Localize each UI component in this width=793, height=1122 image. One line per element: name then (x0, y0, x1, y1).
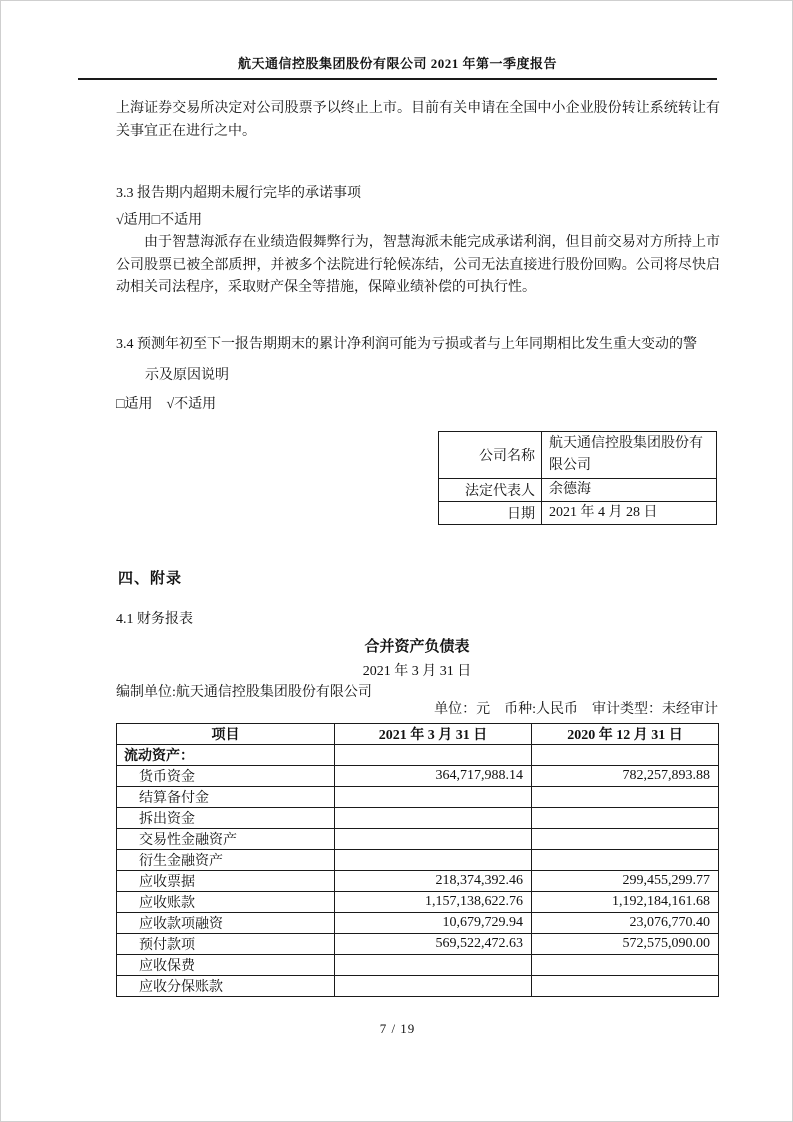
table-row (439, 432, 717, 479)
value-cell-2021 (335, 976, 532, 997)
prepared-by-line: 编制单位:航天通信控股集团股份有限公司 (116, 685, 372, 700)
intro-paragraph: 上海证券交易所决定对公司股票予以终止上市。目前有关申请在全国中小企业股份转让系统转让有关事宜正在进行之中。 (116, 101, 720, 139)
page-header-title: 航天通信控股集团股份有限公司 2021 年第一季度报告 (237, 56, 557, 71)
item-cell: 拆出资金 (117, 808, 335, 829)
appendix-heading: 四、附录 (118, 571, 183, 587)
value-cell-2021: 10,679,729.94 (335, 913, 532, 934)
balance-sheet-date: 2021 年 3 月 31 日 (362, 664, 472, 679)
value-cell-2021 (335, 850, 532, 871)
item-cell: 流动资产： (117, 745, 335, 766)
table-row (117, 829, 719, 850)
table-row (117, 934, 719, 955)
table-row (117, 850, 719, 871)
value-cell-2021 (335, 808, 532, 829)
units-currency-audit-line: 单位：元 币种:人民币 审计类型：未经审计 (434, 702, 718, 717)
column-header-2021: 2021 年 3 月 31 日 (335, 724, 532, 745)
balance-sheet-table (116, 723, 719, 997)
value-cell-2021 (335, 745, 532, 766)
signature-value: 余德海 (542, 479, 717, 502)
value-cell-2020: 572,575,090.00 (532, 934, 719, 955)
table-row (117, 976, 719, 997)
value-cell-2020 (532, 808, 719, 829)
item-cell: 应收款项融资 (117, 913, 335, 934)
value-cell-2020: 1,192,184,161.68 (532, 892, 719, 913)
signature-label: 法定代表人 (439, 479, 542, 502)
table-row (439, 479, 717, 502)
table-row (117, 766, 719, 787)
item-cell: 交易性金融资产 (117, 829, 335, 850)
table-row (117, 955, 719, 976)
item-cell: 预付款项 (117, 934, 335, 955)
value-cell-2020 (532, 976, 719, 997)
value-cell-2021: 1,157,138,622.76 (335, 892, 532, 913)
item-cell: 应收保费 (117, 955, 335, 976)
table-row (117, 871, 719, 892)
header-divider (78, 78, 717, 80)
item-cell: 结算备付金 (117, 787, 335, 808)
item-cell: 应收账款 (117, 892, 335, 913)
signature-table (438, 431, 717, 525)
signature-value: 航天通信控股集团股份有限公司 (542, 432, 717, 479)
item-cell: 衍生金融资产 (117, 850, 335, 871)
table-row (117, 808, 719, 829)
value-cell-2021: 218,374,392.46 (335, 871, 532, 892)
section-3-3-heading: 3.3 报告期内超期未履行完毕的承诺事项 (116, 186, 361, 201)
table-row (117, 913, 719, 934)
value-cell-2020 (532, 829, 719, 850)
table-row (117, 787, 719, 808)
item-cell: 应收分保账款 (117, 976, 335, 997)
value-cell-2021 (335, 829, 532, 850)
value-cell-2020 (532, 787, 719, 808)
signature-label: 公司名称 (439, 432, 542, 479)
page-number-indicator: 7 / 19 (379, 1021, 416, 1036)
value-cell-2021: 364,717,988.14 (335, 766, 532, 787)
balance-sheet-title: 合并资产负债表 (364, 639, 470, 655)
value-cell-2020 (532, 955, 719, 976)
section-3-4-heading-line2: 示及原因说明 (145, 368, 229, 383)
item-cell: 货币资金 (117, 766, 335, 787)
signature-label: 日期 (439, 502, 542, 525)
section-3-4-applicability: □适用 √不适用 (116, 397, 217, 412)
table-header-row (117, 724, 719, 745)
section-3-3-body: 由于智慧海派存在业绩造假舞弊行为，智慧海派未能完成承诺利润，但目前交易对方所持上市公司股票已被全部质押，并被多个法院进行轮候冻结，公司无法直接进行股份回购。公司将尽快启动相关司法程序，采取财产保全等措施，保障业绩补偿的可执行性。 (116, 235, 720, 295)
column-header-2020: 2020 年 12 月 31 日 (532, 724, 719, 745)
value-cell-2020 (532, 850, 719, 871)
section-3-3-applicability: √适用□不适用 (116, 213, 203, 228)
signature-value: 2021 年 4 月 28 日 (542, 502, 717, 525)
table-row (117, 745, 719, 766)
column-header-item: 项目 (117, 724, 335, 745)
value-cell-2020: 782,257,893.88 (532, 766, 719, 787)
value-cell-2021 (335, 787, 532, 808)
value-cell-2020: 23,076,770.40 (532, 913, 719, 934)
value-cell-2021 (335, 955, 532, 976)
value-cell-2020: 299,455,299.77 (532, 871, 719, 892)
item-cell: 应收票据 (117, 871, 335, 892)
financial-statements-subheading: 4.1 财务报表 (116, 612, 193, 627)
table-row (439, 502, 717, 525)
value-cell-2021: 569,522,472.63 (335, 934, 532, 955)
value-cell-2020 (532, 745, 719, 766)
section-3-4-heading-line1: 3.4 预测年初至下一报告期期末的累计净利润可能为亏损或者与上年同期相比发生重大变动的警 (116, 337, 697, 352)
table-row (117, 892, 719, 913)
